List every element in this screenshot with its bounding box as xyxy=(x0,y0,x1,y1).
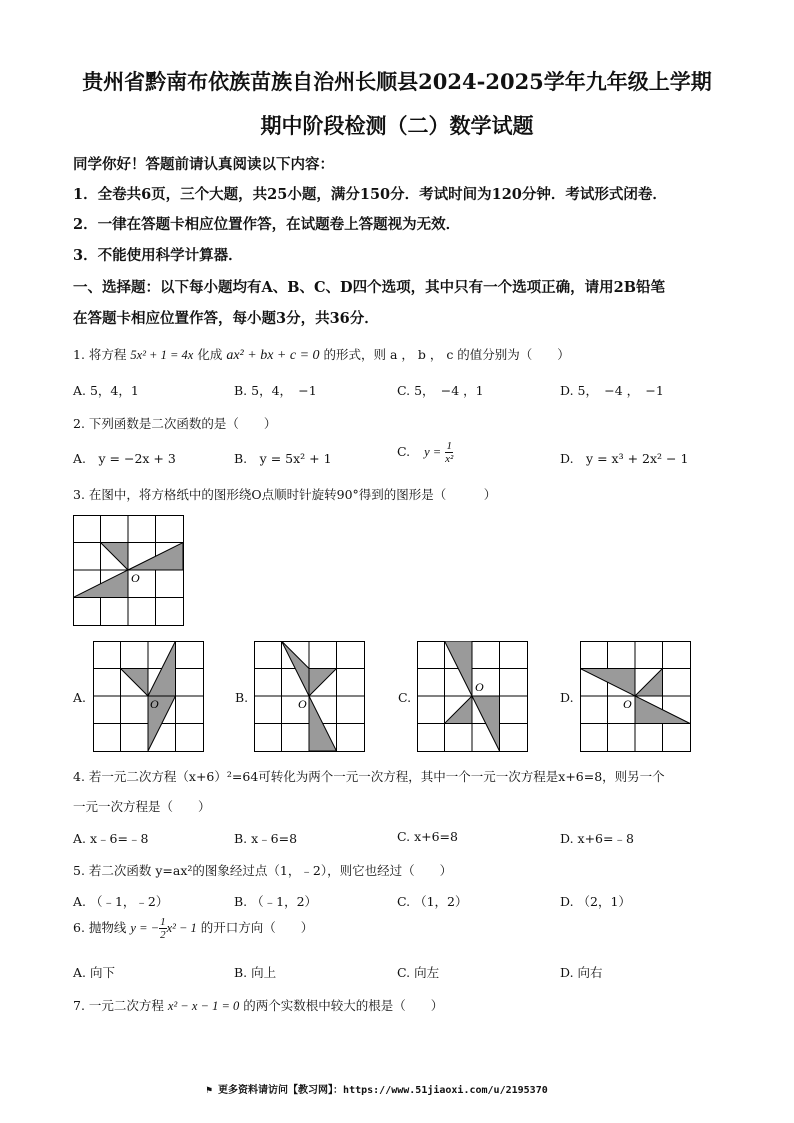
q3-option-c-shape-3 xyxy=(445,696,473,724)
q5-option-a[interactable]: A. （﹣1，﹣2） xyxy=(73,894,169,909)
q1-equation-general: ax² + bx + c = 0 xyxy=(226,348,320,363)
q4-option-a[interactable]: A. x﹣6=﹣8 xyxy=(73,831,149,846)
q7-post: 的两个实数根中较大的根是（ ） xyxy=(243,998,444,1013)
notice-greeting: 同学你好！答题前请认真阅读以下内容： xyxy=(73,156,334,173)
q2-option-a[interactable]: A. y = −2x + 3 xyxy=(73,451,176,466)
q3-option-c-figure[interactable] xyxy=(417,641,529,753)
q6-denominator: 2 xyxy=(160,929,166,941)
q6-pre: 6. 抛物线 xyxy=(73,920,127,935)
q2-option-c-label: C. xyxy=(397,444,411,459)
footer[interactable] xyxy=(206,1081,548,1096)
q5-option-d[interactable]: D. （2，1） xyxy=(560,894,631,909)
q6-option-a[interactable]: A. 向下 xyxy=(73,965,115,980)
q3-option-d-label[interactable]: D. xyxy=(560,690,574,705)
q2-option-c-lhs: y = xyxy=(424,445,442,459)
q3-option-b-o-label: O xyxy=(298,697,307,711)
q3-original-shape-top xyxy=(101,543,129,571)
q7-pre: 7. 一元二次方程 xyxy=(73,998,164,1013)
footer-link[interactable]: 更多资料请访问【教习网】：https://www.51jiaoxi.com/u/2195370 xyxy=(218,1085,548,1096)
question-4-line-1: 4. 若一元二次方程（x+6）²=64可转化为两个一元一次方程，其中一个一元一次方程是x+6=8，则另一个 xyxy=(73,769,665,784)
q1-option-b[interactable]: B. 5，4， −1 xyxy=(234,383,317,398)
question-7-stem xyxy=(73,996,443,1014)
q1-mid: 化成 xyxy=(197,347,223,362)
notice-rule-1: 1．全卷共6页，三个大题，共25小题，满分150分．考试时间为120分钟．考试形式闭卷． xyxy=(73,186,667,203)
question-3-stem: 3. 在图中，将方格纸中的图形绕O点顺时针旋转90°得到的图形是（ ） xyxy=(73,487,497,502)
q4-option-b[interactable]: B. x﹣6=8 xyxy=(234,831,298,846)
question-5-stem: 5. 若二次函数 y=ax²的图象经过点（1，﹣2），则它也经过（ ） xyxy=(73,863,453,878)
q3-option-b-figure[interactable] xyxy=(254,641,366,753)
q3-option-c-o-label: O xyxy=(475,680,484,694)
q3-option-a-o-label: O xyxy=(150,697,159,711)
q4-option-d[interactable]: D. x+6=﹣8 xyxy=(560,831,634,846)
notice-rule-2: 2．一律在答题卡相应位置作答，在试题卷上答题视为无效． xyxy=(73,216,461,233)
section-heading-line-1: 一、选择题：以下每小题均有A、B、C、D四个选项，其中只有一个选项正确，请用2B铅笔 xyxy=(73,279,665,296)
q6-option-d[interactable]: D. 向右 xyxy=(560,965,603,980)
q5-option-b[interactable]: B. （﹣1，2） xyxy=(234,894,318,909)
title-line-2: 期中阶段检测（二）数学试题 xyxy=(260,113,534,138)
q3-option-a-shape-1 xyxy=(121,669,149,697)
q1-equation-original: 5x² + 1 = 4x xyxy=(130,348,194,362)
notice-rule-3: 3．不能使用科学计算器． xyxy=(73,247,243,264)
q3-option-d-o-label: O xyxy=(623,697,632,711)
q1-post: 的形式，则 a ， b ， c 的值分别为（ ） xyxy=(323,347,570,362)
section-heading-line-2: 在答题卡相应位置作答，每小题3分，共36分． xyxy=(73,310,379,327)
q6-numerator: 1 xyxy=(160,916,166,928)
q1-pre: 1. 将方程 xyxy=(73,347,127,362)
q2-option-d[interactable]: D. y = x³ + 2x² − 1 xyxy=(560,451,689,466)
q3-original-figure xyxy=(73,515,185,627)
q6-rhs: x² − 1 xyxy=(166,921,197,935)
question-4-line-2: 一元一次方程是（ ） xyxy=(73,799,211,814)
q6-fraction xyxy=(159,916,167,941)
q3-option-b-shape-2 xyxy=(309,669,337,697)
question-2-stem: 2. 下列函数是二次函数的是（ ） xyxy=(73,416,277,431)
q6-option-c[interactable]: C. 向左 xyxy=(397,965,440,980)
q3-option-c-label[interactable]: C. xyxy=(398,690,412,705)
flag-icon: ⚑ xyxy=(206,1085,219,1096)
q4-option-c[interactable]: C. x+6=8 xyxy=(397,829,458,844)
q2-option-c-numerator: 1 xyxy=(446,440,453,452)
q6-lhs: y = − xyxy=(130,921,160,935)
q7-equation: x² − x − 1 = 0 xyxy=(167,999,240,1013)
q3-option-a-figure[interactable] xyxy=(93,641,205,753)
q5-option-c[interactable]: C. （1，2） xyxy=(397,894,468,909)
q1-option-c[interactable]: C. 5， −4 ，1 xyxy=(397,383,484,398)
q3-original-o-label: O xyxy=(131,571,140,585)
q3-option-d-figure[interactable] xyxy=(580,641,692,753)
q1-option-a[interactable]: A. 5，4，1 xyxy=(73,383,139,398)
question-6-stem xyxy=(73,916,313,941)
q1-option-d[interactable]: D. 5， −4 ， −1 xyxy=(560,383,664,398)
q2-option-c-denominator: x² xyxy=(445,453,454,465)
q3-option-a-label[interactable]: A. xyxy=(73,690,87,705)
q2-option-c-fraction xyxy=(445,440,453,465)
q2-option-b[interactable]: B. y = 5x² + 1 xyxy=(234,451,332,466)
q6-post: 的开口方向（ ） xyxy=(200,920,314,935)
q2-option-c[interactable] xyxy=(397,440,453,465)
title-line-1: 贵州省黔南布依族苗族自治州长顺县2024-2025学年九年级上学期 xyxy=(82,69,712,94)
q3-option-b-label[interactable]: B. xyxy=(235,690,249,705)
q3-option-d-shape-2 xyxy=(635,669,663,697)
q6-option-b[interactable]: B. 向上 xyxy=(234,965,277,980)
question-1-stem xyxy=(73,345,570,364)
